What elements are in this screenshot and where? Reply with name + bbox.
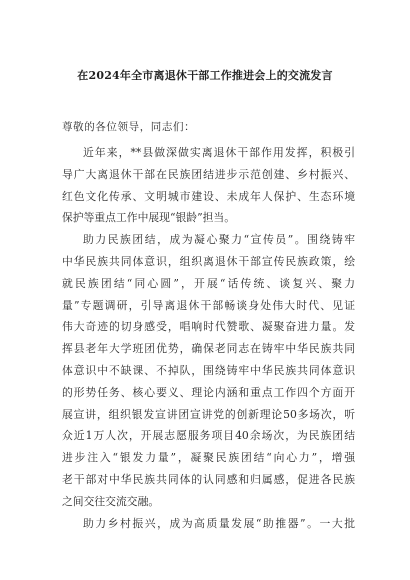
document-body	[62, 142, 355, 534]
body-line: 导广大离退休干部在民族团结进步示范创建、乡村振兴、	[62, 167, 355, 181]
body-line: 助力民族团结，成为凝心聚力“宣传员”。围绕铸牢	[83, 233, 355, 247]
body-line: 保护等重点工作中展现“银龄”担当。	[62, 211, 235, 225]
body-line: 助力乡村振兴，成为高质量发展“助推器”。一大批	[83, 516, 355, 530]
body-line: 体意识中不缺课、不掉队，围绕铸牢中华民族共同体意识	[62, 363, 355, 377]
body-line: 中华民族共同体意识，组织离退休干部宣传民族政策，绘	[62, 254, 355, 268]
body-line: 挥县老年大学班团优势，确保老同志在铸牢中华民族共同	[62, 342, 355, 356]
body-line: 老干部对中华民族共同体的认同感和归属感，促进各民族	[62, 472, 355, 486]
body-line: 量”专题调研，引导离退休干部畅谈身处伟大时代、见证	[62, 298, 355, 312]
body-line: 近年来，**县做深做实离退休干部作用发挥，积极引	[83, 146, 355, 159]
body-line: 众近1万人次，开展志愿服务项目40余场次，为民族团结	[62, 429, 355, 443]
body-line: 之间交往交流交融。	[62, 494, 160, 508]
body-line: 就民族团结“同心圆”，开展“话传统、谈复兴、聚力	[62, 276, 355, 290]
body-line: 展宣讲，组织银发宣讲团宣讲党的创新理论50多场次，听	[62, 407, 355, 421]
body-line: 伟大奇迹的切身感受，唱响时代赞歌、凝聚奋进力量。发	[62, 320, 355, 334]
salutation: 尊敬的各位领导，同志们：	[62, 121, 196, 133]
body-line: 进步注入“银发力量”，凝聚民族团结“向心力”，增强	[62, 451, 355, 465]
body-line: 的形势任务、核心要义、理论内涵和重点工作四个方面开	[62, 385, 355, 399]
body-line: 红色文化传承、文明城市建设、未成年人保护、生态环境	[62, 189, 355, 203]
document-title: 在2024年全市离退休干部工作推进会上的交流发言	[77, 69, 333, 82]
